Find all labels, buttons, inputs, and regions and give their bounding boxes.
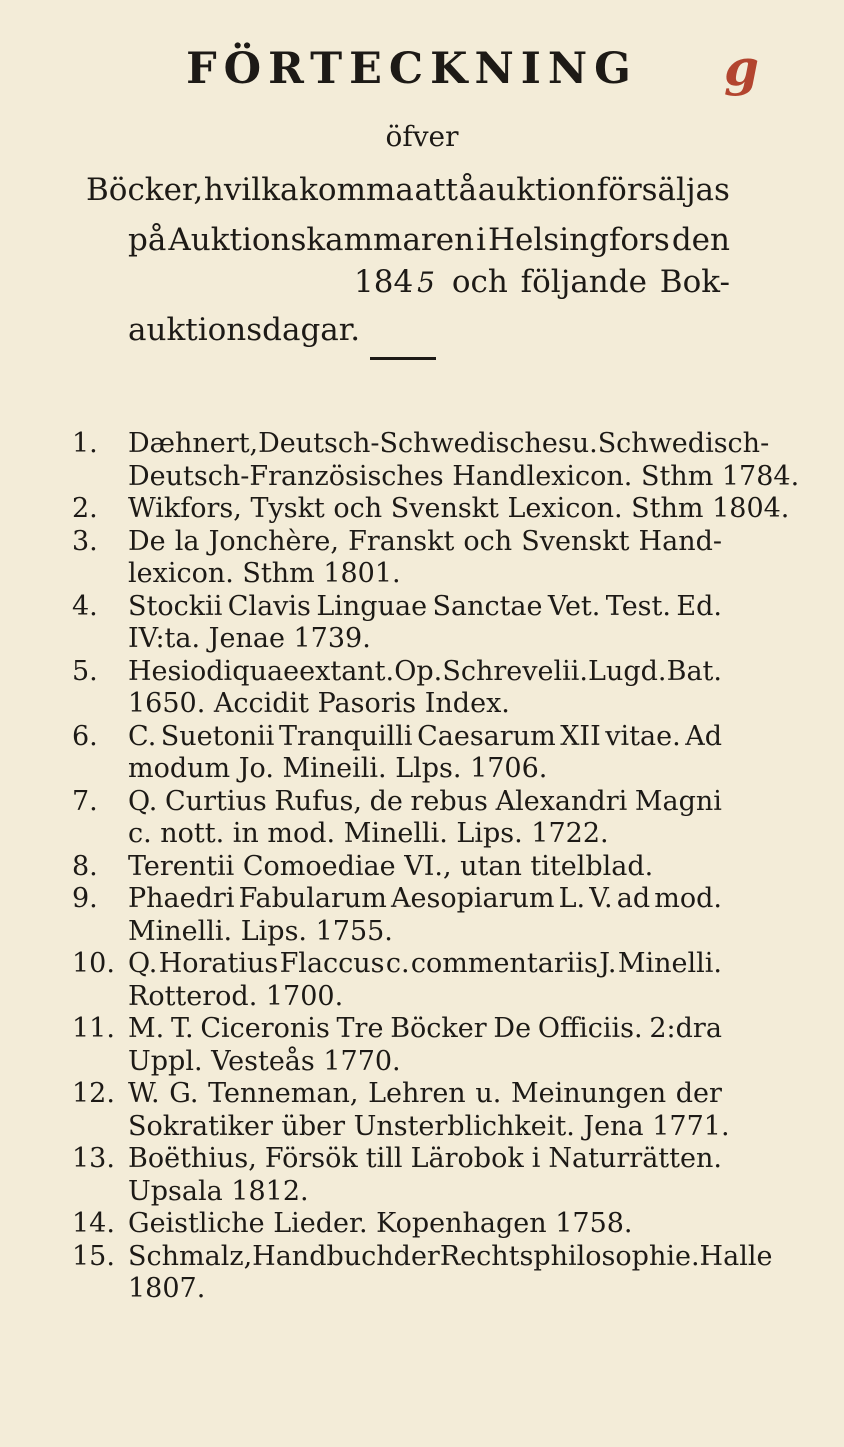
entry-text <box>128 591 722 656</box>
entry-text <box>128 428 800 493</box>
intro-word: försäljas <box>596 172 730 208</box>
entry-number: 2. <box>72 493 98 524</box>
entry-number: 14. <box>72 1208 115 1239</box>
divider-rule <box>370 357 436 360</box>
entry-line: Boëthius, Försök till Lärobok i Naturrätten. <box>128 1143 722 1174</box>
intro-line-2 <box>128 222 730 258</box>
entry-line: Stockii Clavis Linguae Sanctae Vet. Test. Ed. <box>128 590 722 622</box>
catalogue-entry <box>0 786 844 851</box>
entry-line: Q. Horatius Flaccus c. commentariis J. Minelli. <box>128 948 722 979</box>
intro-word: auktion <box>477 172 597 208</box>
entry-line: C. Suetonii Tranquilli Caesarum XII vitae. Ad <box>128 720 722 752</box>
entry-line: 1650. Accidit Pasoris Index. <box>128 688 510 719</box>
entry-line: modum Jo. Mineili. Llps. 1706. <box>128 753 548 784</box>
entry-text <box>128 1078 730 1143</box>
handwritten-year-digit: 5 <box>417 266 435 299</box>
catalogue-entry <box>0 1078 844 1143</box>
intro-word: komma <box>299 172 414 208</box>
intro-word: Bok- <box>659 264 730 300</box>
catalogue-entry <box>0 851 844 884</box>
entry-number: 4. <box>72 590 98 622</box>
entry-line: De la Jonchère, Franskt och Svenskt Hand- <box>128 525 722 557</box>
entry-number: 15. <box>72 1240 115 1272</box>
entry-line: M. T. Ciceronis Tre Böcker De Officiis. 2:dra <box>128 1013 722 1044</box>
intro-word: och <box>451 264 508 300</box>
entry-number: 11. <box>72 1013 115 1044</box>
entry-number: 10. <box>72 948 115 979</box>
entry-line: Hesiodi quae extant. Op. Schrevelii. Lugd. Bat. <box>128 655 722 687</box>
catalogue-entry <box>0 1208 844 1241</box>
entry-line: Phaedri Fabularum Aesopiarum L. V. ad mod. <box>128 883 722 914</box>
entry-number: 12. <box>72 1078 115 1109</box>
intro-word: Auktionskammaren <box>168 222 475 258</box>
entry-line: Uppl. Vesteås 1770. <box>128 1045 401 1077</box>
entry-number: 5. <box>72 655 98 687</box>
entry-text <box>128 883 722 948</box>
entry-line: Rotterod. 1700. <box>128 980 344 1012</box>
entry-number: 3. <box>72 525 98 557</box>
entry-line: lexicon. Sthm 1801. <box>128 558 401 589</box>
entry-line: Wikfors, Tyskt och Svenskt Lexicon. Sthm 1804. <box>128 493 790 524</box>
catalogue-entry <box>0 526 844 591</box>
entry-text <box>128 851 722 884</box>
catalogue-entry <box>0 1013 844 1078</box>
entry-text <box>128 1143 722 1208</box>
catalogue-entry <box>0 428 844 493</box>
catalogue-entry <box>0 948 844 1013</box>
document-title: FÖRTECKNING <box>186 44 638 94</box>
intro-word: på <box>128 222 167 258</box>
corner-handwritten-mark: g <box>724 38 759 97</box>
entry-text <box>128 721 722 786</box>
entry-text <box>128 948 722 1013</box>
entry-line: Dæhnert, Deutsch-Schwedisches u. Schwedisch- <box>128 428 770 459</box>
intro-word: Böcker, <box>86 172 204 208</box>
entry-text <box>128 526 722 591</box>
entry-number: 8. <box>72 850 98 882</box>
entry-line: 1807. <box>128 1273 206 1304</box>
intro-line-1 <box>86 172 730 208</box>
entry-number: 6. <box>72 720 98 752</box>
catalogue-entry <box>0 1241 844 1306</box>
entry-number: 9. <box>72 883 98 914</box>
catalogue-entry <box>0 1143 844 1208</box>
catalogue-entry <box>0 591 844 656</box>
entry-text <box>128 493 790 526</box>
intro-line-4: auktionsdagar. <box>128 312 361 348</box>
catalogue-entry <box>0 883 844 948</box>
entry-line: Sokratiker über Unsterblichkeit. Jena 1771. <box>128 1110 730 1142</box>
entry-line: Minelli. Lips. 1755. <box>128 915 393 947</box>
subtitle: öfver <box>385 120 459 153</box>
entry-number: 13. <box>72 1143 115 1174</box>
intro-year: 184 <box>354 264 414 300</box>
catalogue-entry <box>0 721 844 786</box>
catalogue-entries <box>0 428 844 1306</box>
intro-word: å <box>458 172 478 208</box>
intro-word: att <box>414 172 458 208</box>
entry-line: W. G. Tenneman, Lehren u. Meinungen der <box>128 1078 722 1109</box>
entry-text <box>128 1240 773 1306</box>
entry-text <box>128 1208 722 1241</box>
entry-line: Upsala 1812. <box>128 1175 309 1207</box>
entry-text <box>128 786 722 851</box>
entry-text <box>128 1013 722 1078</box>
intro-word: i <box>476 222 486 258</box>
catalogue-entry <box>0 493 844 526</box>
entry-line: Q. Curtius Rufus, de rebus Alexandri Magni <box>128 785 722 817</box>
catalogue-entry <box>0 656 844 721</box>
entry-line: Schmalz, Handbuch der Rechtsphilosophie. Halle <box>128 1240 773 1272</box>
entry-line: IV:ta. Jenae 1739. <box>128 623 371 654</box>
entry-line: c. nott. in mod. Minelli. Lips. 1722. <box>128 818 609 849</box>
entry-line: Deutsch-Französisches Handlexicon. Sthm 1784. <box>128 460 800 492</box>
intro-word: den <box>671 222 730 258</box>
intro-date <box>354 264 439 300</box>
entry-line: Geistliche Lieder. Kopenhagen 1758. <box>128 1208 633 1239</box>
intro-word: följande <box>520 264 647 300</box>
entry-line: Terentii Comoediae VI., utan titelblad. <box>128 850 654 882</box>
entry-number: 7. <box>72 785 98 817</box>
intro-word: Helsingfors <box>488 222 670 258</box>
intro-line-3 <box>354 264 730 300</box>
entry-text <box>128 656 722 721</box>
entry-number: 1. <box>72 428 98 459</box>
intro-word: hvilka <box>203 172 299 208</box>
